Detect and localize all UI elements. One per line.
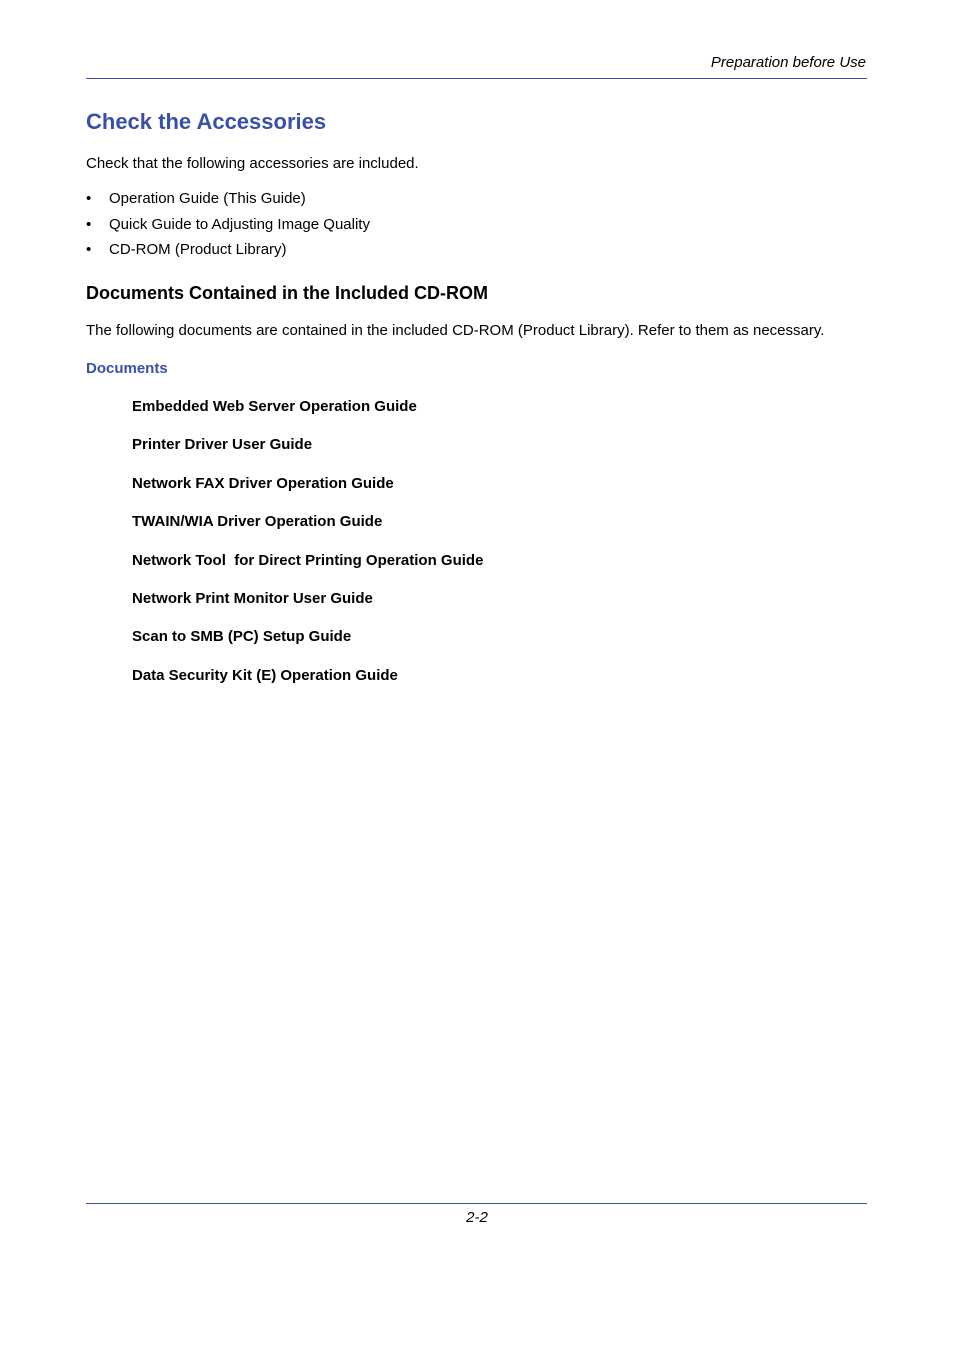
bullet-icon: • xyxy=(86,215,92,233)
accessory-label: Operation Guide (This Guide) xyxy=(109,190,306,207)
document-item: Data Security Kit (E) Operation Guide xyxy=(132,666,398,684)
accessory-label: CD-ROM (Product Library) xyxy=(109,241,287,258)
document-item: Printer Driver User Guide xyxy=(132,436,313,454)
footer-rule xyxy=(86,1203,867,1204)
document-item: TWAIN/WIA Driver Operation Guide xyxy=(132,513,383,531)
documents-heading: Documents xyxy=(86,360,168,377)
accessory-label: Quick Guide to Adjusting Image Quality xyxy=(109,215,370,233)
document-item: Embedded Web Server Operation Guide xyxy=(132,398,417,415)
documents-list xyxy=(132,397,483,704)
running-header: Preparation before Use xyxy=(710,54,866,71)
section-heading: Documents Contained in the Included CD-ROM xyxy=(86,283,489,303)
document-item: Network FAX Driver Operation Guide xyxy=(132,474,394,492)
bullet-icon: • xyxy=(86,190,92,207)
section-description: The following documents are contained in the included CD-ROM (Product Library). Refer to them as necessary. xyxy=(86,322,825,339)
document-item: Network Tool for Direct Printing Operation Guide xyxy=(132,551,484,569)
page-title: Check the Accessories xyxy=(86,109,327,134)
intro-paragraph: Check that the following accessories are included. xyxy=(86,155,419,172)
document-item: Scan to SMB (PC) Setup Guide xyxy=(132,628,352,646)
page-number: 2-2 xyxy=(466,1209,488,1226)
document-item: Network Print Monitor User Guide xyxy=(132,589,373,607)
bullet-icon: • xyxy=(86,241,92,258)
header-rule xyxy=(86,78,867,79)
